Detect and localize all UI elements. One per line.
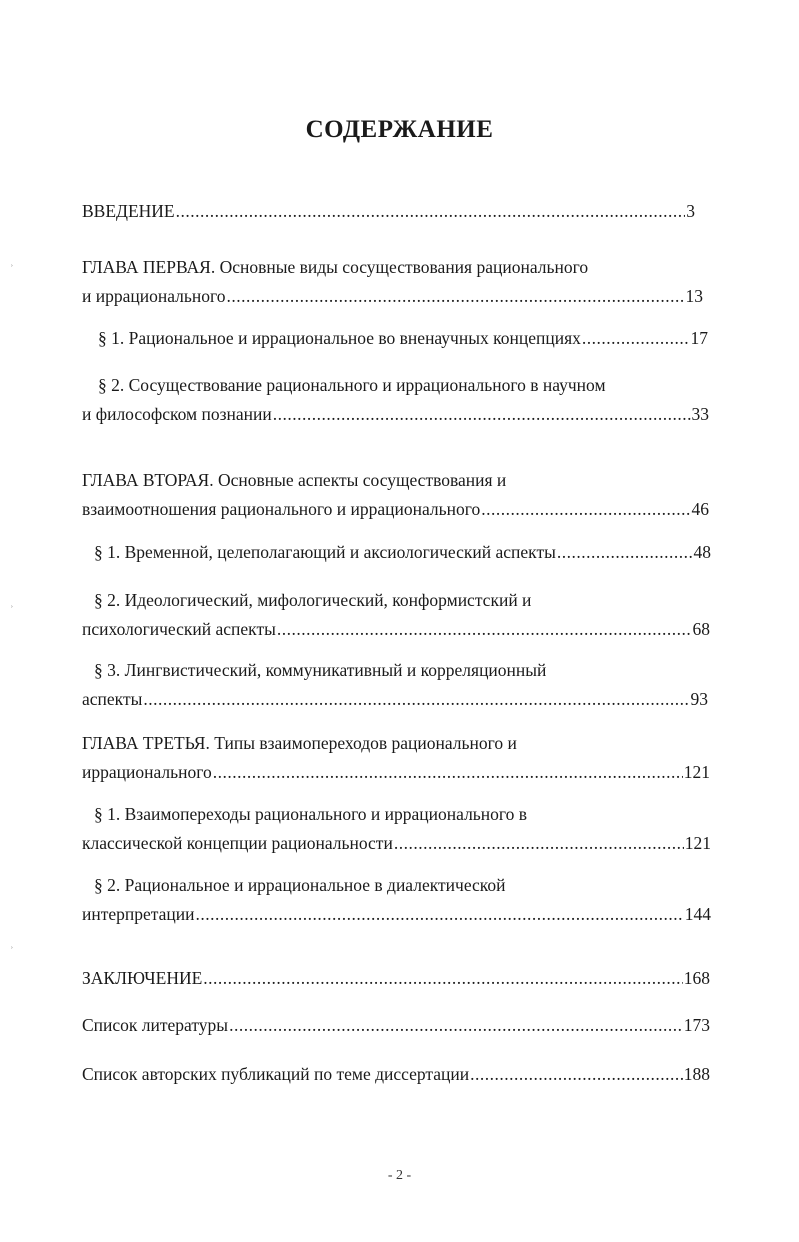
toc-entry-title: § 2. Идеологический, мифологический, конформистский и (94, 590, 532, 610)
toc-entry-bibliography (82, 1011, 710, 1040)
toc-entry-ch3-sec1 (82, 800, 711, 858)
toc-entry-introduction (82, 197, 695, 226)
toc-entry-title: § 2. Рациональное и иррациональное в диалектической (94, 875, 506, 895)
toc-page-number: 144 (684, 904, 711, 924)
toc-entry-title: ГЛАВА ВТОРАЯ. Основные аспекты сосуществования и (82, 470, 507, 490)
toc-entry-ch3-sec2 (82, 871, 711, 929)
leader-dots (143, 685, 689, 714)
toc-page-number: 3 (686, 201, 695, 221)
leader-dots (582, 324, 690, 353)
toc-entry-ch1-sec2 (82, 371, 709, 429)
toc-page-number: 121 (683, 762, 710, 782)
leader-dots (394, 829, 684, 858)
toc-entry-title-cont: аспекты (82, 689, 143, 709)
toc-entry-title: § 3. Лингвистический, коммуникативный и корреляционный (94, 660, 547, 680)
toc-entry-ch2-sec1 (94, 538, 711, 567)
toc-page-number: 93 (690, 689, 708, 709)
leader-dots (213, 758, 683, 787)
page-number-footer: - 2 - (387, 1168, 412, 1183)
toc-entry-title: Список авторских публикаций по теме диссертации (82, 1064, 470, 1084)
toc-entry-title-cont: интерпретации (82, 904, 195, 924)
leader-dots (557, 538, 693, 567)
toc-entry-title-cont: психологический аспекты (82, 619, 276, 639)
toc-entry-title: § 1. Временной, целеполагающий и аксиологический аспекты (94, 542, 556, 562)
toc-entry-title: Список литературы (82, 1015, 229, 1035)
leader-dots (229, 1011, 683, 1040)
toc-entry-title-cont: классической концепции рациональности (82, 833, 393, 853)
toc-page-number: 13 (685, 286, 703, 306)
scan-mark: ʾ (10, 604, 14, 616)
leader-dots (203, 964, 682, 993)
leader-dots (196, 900, 684, 929)
toc-entry-conclusion (82, 964, 710, 993)
toc-entry-title: § 1. Рациональное и иррациональное во вненаучных концепциях (98, 328, 581, 348)
toc-entry-chapter-2 (82, 466, 709, 524)
toc-entry-title: ГЛАВА ТРЕТЬЯ. Типы взаимопереходов рационального и (82, 733, 517, 753)
toc-page-number: 121 (684, 833, 711, 853)
toc-entry-title: ЗАКЛЮЧЕНИЕ (82, 968, 203, 988)
toc-entry-title-cont: и иррационального (82, 286, 226, 306)
toc-entry-title: § 1. Взаимопереходы рационального и иррационального в (94, 804, 528, 824)
toc-entry-title: ГЛАВА ПЕРВАЯ. Основные виды сосуществования рационального (82, 257, 589, 277)
toc-entry-ch2-sec2 (82, 586, 710, 644)
toc-page-number: 48 (693, 542, 711, 562)
toc-entry-title: ВВЕДЕНИЕ (82, 201, 175, 221)
leader-dots (481, 495, 690, 524)
toc-entry-title: § 2. Сосуществование рационального и иррационального в научном (98, 375, 606, 395)
leader-dots (176, 197, 686, 226)
toc-page-number: 173 (683, 1015, 710, 1035)
toc-entry-publications (82, 1060, 710, 1089)
toc-entry-title-cont: иррационального (82, 762, 212, 782)
toc-page-number: 168 (683, 968, 710, 988)
leader-dots (273, 400, 691, 429)
page-title: СОДЕРЖАНИЕ (305, 116, 494, 143)
toc-page-number: 68 (692, 619, 710, 639)
toc-page-number: 188 (683, 1064, 710, 1084)
toc-entry-title-cont: и философском познании (82, 404, 272, 424)
toc-page-number: 46 (691, 499, 709, 519)
toc-page-number: 17 (690, 328, 708, 348)
scan-mark: ʾ (10, 263, 14, 275)
leader-dots (226, 282, 684, 311)
toc-entry-title-cont: взаимоотношения рационального и иррационального (82, 499, 481, 519)
toc-entry-ch1-sec1 (98, 324, 708, 353)
toc-page-number: 33 (691, 404, 709, 424)
toc-entry-chapter-1 (82, 253, 703, 311)
toc-entry-ch2-sec3 (82, 656, 708, 714)
leader-dots (470, 1060, 683, 1089)
toc-entry-chapter-3 (82, 729, 710, 787)
leader-dots (277, 615, 692, 644)
scan-mark: ʾ (10, 945, 14, 957)
